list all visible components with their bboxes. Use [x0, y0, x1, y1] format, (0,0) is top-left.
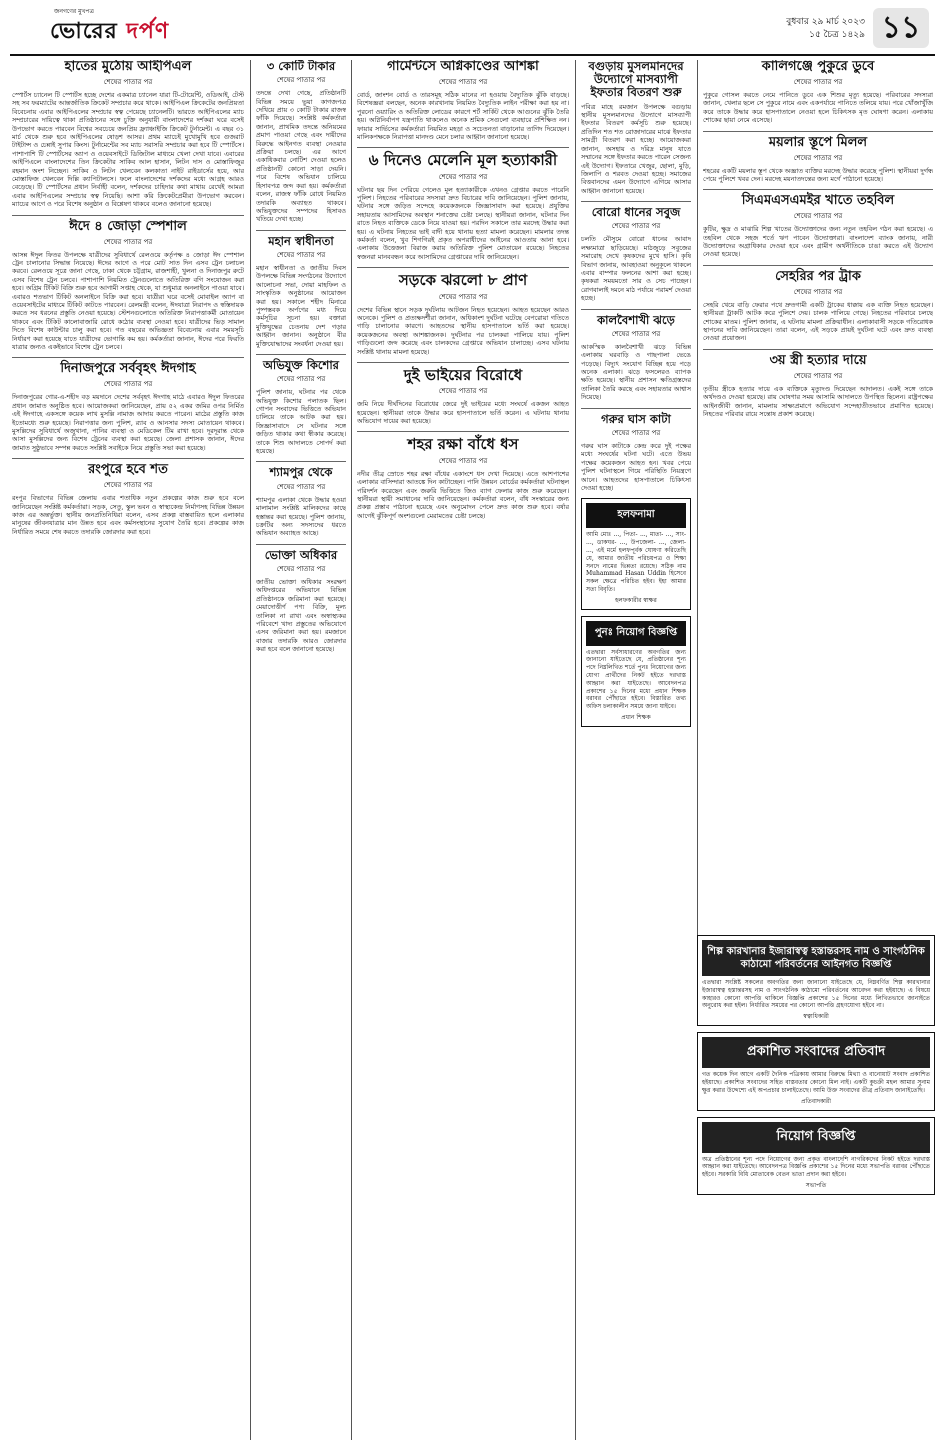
article-headline: কালবৈশাখী ঝড়ে [597, 312, 675, 327]
article-murder [357, 152, 569, 261]
notice-title: শিল্প কারখানার ইজারাস্বত্ব হস্তান্তরসহ নাম ও সাংগঠনিক কাঠামো পরিবর্তনের আইনগত বিজ্ঞপ্তি [702, 940, 930, 976]
article-ipl [12, 60, 244, 209]
notice-title: নিয়োগ বিজ্ঞপ্তি [702, 1122, 930, 1153]
article-independence [256, 235, 346, 348]
industrial-lease-notice [697, 935, 935, 1026]
article-pond-drowning [703, 60, 933, 125]
article-headline: কালিগঞ্জে পুকুরে ডুবে [761, 60, 875, 74]
article-headline: ভোক্তা অধিকার [264, 547, 338, 562]
column-2 [256, 60, 346, 1440]
notice-signature: স্বত্বাধিকারী [803, 1013, 829, 1021]
article-continued: শেষের পাতার পর [793, 287, 843, 296]
article-headline: গরুর ঘাস কাটা [601, 411, 671, 426]
article-headline: দিনাজপুরে সর্ববৃহৎ ঈদগাহ [60, 361, 196, 377]
article-grass [581, 413, 691, 493]
notice-body: অত্র প্রতিষ্ঠানের শূন্য পদে নিয়োগের জন্য প্রকৃত বাংলাদেশি নাগরিকদের নিকট হইতে দরখাস্ত আহ্বান করা যাইতেছে। আবেদনপত্র বিজ্ঞপ্তি প্রকাশের ১৫ দিনের মধ্যে সভাপতি বরাবর পৌঁছাতে হইবে। সরকারি বিধি মোতাবেক বেতন ভাতা প্রদান করা হইবে। [702, 1155, 930, 1179]
brand-tagline: জনগণের মুখপত্র [54, 8, 94, 15]
newspaper-logo [50, 14, 169, 51]
article-headline: ঈদে ৪ জোড়া স্পেশাল [69, 218, 187, 234]
article-headline: শ্যামপুর থেকে [269, 465, 333, 480]
article-body: পুকুরে গোসল করতে নেমে পানিতে ডুবে এক শিশুর মৃত্যু হয়েছে। পরিবারের সদস্যরা জানান, খেলার ছলে সে পুকুরে নামে এবং একপর্যায়ে পানিতে তলিয়ে যায়। পরে খোঁজাখুঁজি করে তাকে উদ্ধার করে হাসপাতালে নেওয়া হলে চিকিৎসক মৃত ঘোষণা করেন। এলাকায় শোকের ছায়া নেমে এসেছে। [703, 90, 933, 125]
notice-signature: হলফকারীর স্বাক্ষর [615, 596, 657, 604]
article-headline: গার্মেন্টসে অগ্নিকাণ্ডের আশঙ্কা [387, 60, 539, 74]
article-body: দেশের বিভিন্ন স্থানে সড়ক দুর্ঘটনায় আটজন নিহত হয়েছেন। আহত হয়েছেন আরও অনেকে। পুলিশ ও প্রত্যক্ষদর্শীরা জানান, অধিকাংশ দুর্ঘটনা ঘটেছে বেপরোয়া গতিতে গাড়ি চালানোর কারণে। আহতদের স্থানীয় হাসপাতালে ভর্তি করা হয়েছে। কয়েকজনের অবস্থা আশঙ্কাজনক। দুর্ঘটনার পর চালকরা পালিয়ে যায়। পুলিশ গাড়িগুলো জব্দ করেছে এবং চালকদের গ্রেপ্তারে অভিযান চালাচ্ছে। এসব ঘটনায় সংশ্লিষ্ট থানায় মামলা হয়েছে। [357, 305, 569, 356]
article-body: আকস্মিক কালবৈশাখী ঝড়ে বিভিন্ন এলাকায় ঘরবাড়ি ও গাছপালা ভেঙে পড়েছে। বিদ্যুৎ সংযোগ বিচ্ছিন্ন হয়ে পড়ে অনেক এলাকা। ঝড়ে ফসলেরও ব্যাপক ক্ষতি হয়েছে। স্থানীয় প্রশাসন ক্ষতিগ্রস্তদের তালিকা তৈরি করছে এবং সহায়তার আশ্বাস দিয়েছে। [581, 342, 691, 402]
article-separator [703, 131, 933, 132]
notice-body: এতদ্বারা সংশ্লিষ্ট সকলের অবগতির জন্য জানানো যাইতেছে যে, নিম্নবর্ণিত শিল্প কারখানার ইজারাস্বত্ব হস্তান্তরসহ নাম ও সাংগঠনিক কাঠামো পরিবর্তনের আবেদন করা হইয়াছে। এ বিষয়ে কাহারও কোনো আপত্তি থাকিলে বিজ্ঞপ্তি প্রকাশের ১৫ দিনের মধ্যে লিখিতভাবে জানাইতে অনুরোধ করা হইল। নির্ধারিত সময়ের পর কোনো আপত্তি গ্রহণযোগ্য হইবে না। [702, 979, 930, 1010]
article-continued: শেষের পাতার পর [793, 77, 843, 86]
article-body: গরুর ঘাস কাটাকে কেন্দ্র করে দুই পক্ষের মধ্যে সংঘর্ষের ঘটনা ঘটে। এতে উভয় পক্ষের কয়েকজন আহত হন। খবর পেয়ে পুলিশ ঘটনাস্থলে গিয়ে পরিস্থিতি নিয়ন্ত্রণে আনে। আহতদের হাসপাতালে চিকিৎসা দেওয়া হচ্ছে। [581, 441, 691, 492]
article-brothers-dispute [357, 367, 569, 425]
article-embankment [357, 436, 569, 520]
protest-notice [697, 1032, 935, 1110]
article-body: মহান স্বাধীনতা ও জাতীয় দিবস উপলক্ষে বিভিন্ন সংগঠনের উদ্যোগে আলোচনা সভা, দোয়া মাহফিল ও সাংস্কৃতিক অনুষ্ঠানের আয়োজন করা হয়। সকালে শহীদ মিনারে পুষ্পস্তবক অর্পণের মধ্য দিয়ে কর্মসূচির সূচনা হয়। বক্তারা মুক্তিযুদ্ধের চেতনায় দেশ গড়ার আহ্বান জানান। অনুষ্ঠানে বীর মুক্তিযোদ্ধাদের সংবর্ধনা দেওয়া হয়। [256, 263, 346, 348]
article-separator [12, 215, 244, 216]
article-separator [581, 201, 691, 202]
masthead-rule [10, 54, 935, 56]
article-body: জমি নিয়ে দীর্ঘদিনের বিরোধের জেরে দুই ভাইয়ের মধ্যে সংঘর্ষে একজন আহত হয়েছেন। স্থানীয়রা তাকে উদ্ধার করে হাসপাতালে ভর্তি করেন। এ ঘটনায় থানায় অভিযোগ দায়ের করা হয়েছে। [357, 400, 569, 426]
article-body: পবিত্র মাহে রমজান উপলক্ষে বগুড়ায় স্থানীয় মুসলমানদের উদ্যোগে মাসব্যাপী ইফতার বিতরণ কর্মসূচি শুরু হয়েছে। প্রতিদিন শত শত রোজাদারের মাঝে ইফতার সামগ্রী বিতরণ করা হচ্ছে। আয়োজকরা জানান, অসহায় ও দরিদ্র মানুষ যাতে সম্মানের সঙ্গে ইফতার করতে পারেন সেজন্য এই উদ্যোগ। ইফতারে খেজুর, ছোলা, মুড়ি, জিলাপি ও শরবত দেওয়া হচ্ছে। সমাজের বিত্তবানদের এমন উদ্যোগে এগিয়ে আসার আহ্বান জানানো হয়েছে। [581, 102, 691, 195]
article-accused-teen [256, 359, 346, 455]
date-gregorian: বুধবার ২৯ মার্চ ২০২৩ [786, 17, 865, 27]
article-headline: সিএমএসএমইর খাতে তহবিল [741, 193, 895, 209]
article-dinajpur-eidgah [12, 362, 244, 452]
article-continued: শেষের পাতার পর [276, 564, 326, 573]
column-divider [250, 60, 251, 1440]
article-garbage-body [703, 136, 933, 184]
notice-body: গত কয়েক দিন আগে একটি দৈনিক পত্রিকায় আমার বিরুদ্ধে মিথ্যা ও বানোয়াট সংবাদ প্রকাশিত হইয়াছে। প্রকাশিত সংবাদের সহিত বাস্তবতার কোনো মিল নাই। একটি কুচক্রী মহল আমার সুনাম ক্ষুণ্ণ করার উদ্দেশ্যে এই অপপ্রচার চালাইতেছে। আমি উক্ত সংবাদের তীব্র প্রতিবাদ জানাইতেছি। [702, 1071, 930, 1094]
article-headline: শহর রক্ষা বাঁধে ধস [407, 435, 519, 454]
article-body: শ্যামপুর এলাকা থেকে উদ্ধার হওয়া মালামাল সংশ্লিষ্ট মালিকদের কাছে হস্তান্তর করা হয়েছে। পুলিশ জানায়, চক্রটির অন্য সদস্যদের ধরতে অভিযান অব্যাহত আছে। [256, 495, 346, 538]
article-body: তদন্তে দেখা গেছে, প্রতিষ্ঠানটি বিভিন্ন সময়ে ভুয়া কাগজপত্র দেখিয়ে প্রায় ৩ কোটি টাকার রাজস্ব ফাঁকি দিয়েছে। সংশ্লিষ্ট কর্মকর্তারা জানান, প্রাথমিক তদন্তে অনিয়মের প্রমাণ পাওয়া গেছে এবং দায়ীদের বিরুদ্ধে আইনগত ব্যবস্থা নেওয়ার প্রক্রিয়া চলছে। এর আগে একাধিকবার নোটিশ দেওয়া হলেও প্রতিষ্ঠানটি কোনো সাড়া দেয়নি। পরে বিশেষ অভিযান চালিয়ে হিসাবপত্র জব্দ করা হয়। কর্মকর্তারা বলেন, রাজস্ব ফাঁকি রোধে নিয়মিত তদারকি অব্যাহত থাকবে। অভিযুক্তদের সম্পদের হিসাবও খতিয়ে দেখা হচ্ছে। [256, 89, 346, 224]
article-body: বোর্ড, জাংশন বোর্ড ও তারসমূহ সঠিক মানের না হওয়ায় বৈদ্যুতিক ঝুঁকি বাড়ছে। বিশেষজ্ঞরা বলছেন, অনেক কারখানায় নিয়মিত বৈদ্যুতিক লাইন পরীক্ষা করা হয় না। পুরনো ওয়্যারিং ও অতিরিক্ত লোডের কারণে শর্ট সার্কিট থেকে আগুনের ঝুঁকি তৈরি হয়। অগ্নিনির্বাপণ যন্ত্রপাতি থাকলেও অনেক শ্রমিক সেগুলো ব্যবহারে প্রশিক্ষিত নন। ফায়ার সার্ভিসের কর্মকর্তারা নিয়মিত মহড়া ও সচেতনতা বাড়ানোর তাগিদ দিয়েছেন। মালিকপক্ষকে নিরাপত্তা মানদণ্ড মেনে চলার আহ্বান জানানো হয়েছে। [357, 90, 569, 141]
article-continued: শেষের পাতার পর [438, 77, 488, 86]
article-body: আসন্ন ঈদুল ফিতর উপলক্ষে যাত্রীদের সুবিধার্থে রেলওয়ে কর্তৃপক্ষ ৪ জোড়া ঈদ স্পেশাল ট্রেন চালানোর সিদ্ধান্ত নিয়েছে। ঈদের আগে ও পরে মোট সাত দিন এসব ট্রেন চলাচল করবে। রেলওয়ে সূত্রে জানা গেছে, ঢাকা থেকে চট্টগ্রাম, রাজশাহী, খুলনা ও দিনাজপুর রুটে এসব বিশেষ ট্রেন চলবে। পাশাপাশি নিয়মিত ট্রেনগুলোতে অতিরিক্ত বগি সংযোজন করা হবে। অগ্রিম টিকিট বিক্রি শুরু হবে আগামী সপ্তাহ থেকে, যা শুধুমাত্র অনলাইনে পাওয়া যাবে। এবারও শতভাগ টিকিট অনলাইনে বিক্রি করা হবে। যাত্রীরা ঘরে বসেই মোবাইল অ্যাপ বা ওয়েবসাইটের মাধ্যমে টিকিট কাটতে পারবেন। রেলমন্ত্রী বলেন, ঈদযাত্রা নিরাপদ ও স্বস্তিদায়ক করতে সব ধরনের প্রস্তুতি নেওয়া হয়েছে। স্টেশনগুলোতে অতিরিক্ত নিরাপত্তাকর্মী মোতায়েন থাকবে এবং টিকিট কালোবাজারি রোধে কঠোর ব্যবস্থা নেওয়া হবে। যাত্রীদের ভিড় সামাল দিতে বিশেষ কাউন্টার চালু করা হবে। গত বছরের অভিজ্ঞতা বিবেচনায় এবার সময়সূচি নির্ধারণ করা হয়েছে যাতে যাত্রীদের ভোগান্তি কম হয়। কর্মকর্তারা জানান, ঈদের পরে ফিরতি যাত্রার জন্যও একইভাবে বিশেষ ট্রেন চলবে। [12, 250, 244, 352]
article-continued: শেষের পাতার পর [611, 329, 661, 338]
article-garments-fire [357, 60, 569, 141]
article-body: ঘটনার ছয় দিন পেরিয়ে গেলেও মূল হত্যাকারীকে এখনও গ্রেপ্তার করতে পারেনি পুলিশ। নিহতের পরিবারের সদস্যরা দ্রুত বিচারের দাবি জানিয়েছেন। পুলিশ জানায়, ঘটনার সঙ্গে জড়িত সন্দেহে কয়েকজনকে জিজ্ঞাসাবাদ করা হয়েছে। প্রযুক্তির সহায়তায় আসামিদের অবস্থান শনাক্তের চেষ্টা চলছে। স্থানীয়রা জানান, ঘটনার দিন রাতে নিহত ব্যক্তিকে ডেকে নিয়ে যাওয়া হয়। পরদিন সকালে তার মরদেহ উদ্ধার করা হয়। এ ঘটনায় নিহতের ভাই বাদী হয়ে থানায় হত্যা মামলা করেছেন। মামলার তদন্ত কর্মকর্তা বলেন, খুব শিগগিরই প্রকৃত অপরাধীদের আইনের আওতায় আনা হবে। এলাকায় উত্তেজনা বিরাজ করায় অতিরিক্ত পুলিশ মোতায়েন রয়েছে। নিহতের স্বজনরা মানববন্ধন করে আসামিদের গ্রেপ্তারের দাবি জানিয়েছেন। [357, 185, 569, 261]
page-number: ১১ [873, 8, 929, 48]
article-continued: শেষের পাতার পর [438, 387, 488, 396]
article-headline: ৩ কোটি টাকার [266, 60, 336, 73]
article-separator [256, 230, 346, 231]
article-continued: শেষের পাতার পর [793, 212, 843, 221]
article-boro-paddy [581, 206, 691, 302]
article-separator [357, 147, 569, 148]
article-wife-murder [703, 354, 933, 419]
notice-signature: সভাপতি [805, 1181, 827, 1189]
article-separator [357, 267, 569, 268]
article-headline: অভিযুক্ত কিশোর [262, 358, 340, 372]
brand-part2: দর্পণ [117, 19, 170, 44]
article-separator [357, 431, 569, 432]
article-headline: ময়লার স্তূপে মিলল [768, 134, 868, 150]
article-headline: সড়কে ঝরলো ৮ প্রাণ [398, 271, 528, 290]
column-divider [697, 60, 698, 940]
notice-signature: প্রতিবাদকারী [801, 1097, 831, 1105]
article-headline: ৬ দিনেও মেলেনি মূল হত্যাকারী [368, 151, 558, 170]
affidavit-notice [581, 498, 691, 609]
notice-title: হলফনামা [586, 503, 686, 528]
article-continued: শেষের পাতার পর [276, 482, 326, 491]
notice-body: আমি মোঃ ..., পিতা- ..., মাতা- ..., সাং- ..., ডাকঘর- ..., উপজেলা- ..., জেলা- ..., এই মর্মে হলফপূর্বক ঘোষণা করিতেছি যে, আমার জাতীয় পরিচয়পত্র ও শিক্ষা সনদে নামের ভিন্নতা রয়েছে। সঠিক নাম Muhammad Hasan Uddin হিসেবে সকল ক্ষেত্রে পরিচিত হইব। ইহা আমার সত্য বিবৃতি। [586, 531, 686, 593]
article-headline: রংপুরে হবে শত [88, 462, 168, 478]
article-3-crore [256, 60, 346, 224]
article-body: চলতি মৌসুমে বোরো ধানের আবাদ লক্ষ্যমাত্রা ছাড়িয়েছে। মাঠজুড়ে সবুজের সমারোহ দেখে কৃষকদের মুখে হাসি। কৃষি বিভাগ জানায়, আবহাওয়া অনুকূলে থাকলে এবার বাম্পার ফলনের আশা করা হচ্ছে। কৃষকরা সময়মতো সার ও সেচ পাচ্ছেন। রোগবালাই দমনে মাঠ পর্যায়ে পরামর্শ দেওয়া হচ্ছে। [581, 235, 691, 303]
article-headline: হাতের মুঠোয় আইপিএল [64, 60, 192, 74]
article-continued: শেষের পাতার পর [793, 153, 843, 162]
notice-body: এতদ্বারা সর্বসাধারণের অবগতির জন্য জানানো যাইতেছে যে, প্রতিষ্ঠানের শূন্য পদে নিম্নলিখিত শর্তে পুনঃ নিয়োগের জন্য যোগ্য প্রার্থীদের নিকট হইতে দরখাস্ত আহ্বান করা যাইতেছে। আবেদনপত্র প্রকাশের ১৫ দিনের মধ্যে প্রধান শিক্ষক বরাবর পৌঁছাতে হইবে। বিস্তারিত তথ্য অফিস চলাকালীন সময়ে জানা যাইবে। [586, 648, 686, 711]
article-body: রংপুর বিভাগের বিভিন্ন জেলায় এবার শতাধিক নতুন প্রকল্পের কাজ শুরু হবে বলে জানিয়েছেন সংশ্লিষ্ট কর্মকর্তারা। সড়ক, সেতু, স্কুল ভবন ও স্বাস্থ্যকেন্দ্র নির্মাণসহ বিভিন্ন উন্নয়ন কাজ এর অন্তর্ভুক্ত। স্থানীয় জনপ্রতিনিধিরা বলেন, এসব প্রকল্প বাস্তবায়িত হলে এলাকার মানুষের জীবনযাত্রার মান উন্নত হবে এবং কর্মসংস্থানের সুযোগ তৈরি হবে। প্রকল্পের কাজ নির্ধারিত সময়ে শেষ করতে তদারকি জোরদার করা হবে। [12, 494, 244, 536]
article-eid-special [12, 220, 244, 352]
article-separator [581, 408, 691, 409]
article-headline: দুই ভাইয়ের বিরোধে [403, 365, 523, 384]
article-separator [256, 354, 346, 355]
article-separator [12, 357, 244, 358]
article-body: স্পোর্টস চ্যানেল টি স্পোর্টস হচ্ছে দেশের একমাত্র চ্যানেল যারা টি-টোয়েন্টি, ওডিআই, টেস্ট সহ সব ফরম্যাটের আন্তর্জাতিক ক্রিকেট সম্প্রচার করে থাকে। আইপিএল ক্রিকেটের জনপ্রিয়তা বিবেচনায় এবার আইপিএলের সম্প্রচার স্বত্ব পেয়েছে চ্যানেলটি। ভারতে আইপিএলের ম্যাচ সম্প্রচারের দায়িত্বে থাকা প্রতিষ্ঠানের সঙ্গে চুক্তি অনুযায়ী বাংলাদেশের দর্শকরা ঘরে বসেই উপভোগ করতে পারবেন বিশ্বের সবচেয়ে জনপ্রিয় ফ্র্যাঞ্চাইজি ক্রিকেট টুর্নামেন্ট। এ বছর ৩১ মার্চ থেকে শুরু হবে আইপিএলের ষোড়শ আসর। প্রথম ম্যাচেই মুখোমুখি হবে গুজরাট টাইটান্স ও চেন্নাই সুপার কিংস। টুর্নামেন্টের সব ম্যাচ সরাসরি সম্প্রচার করা হবে টি স্পোর্টসে। পাশাপাশি টি স্পোর্টসের অ্যাপ ও ওয়েবসাইটে ডিজিটাল মাধ্যমে খেলা দেখা যাবে। এবারের আইপিএলে বাংলাদেশের তিন ক্রিকেটার সাকিব আল হাসান, লিটন দাস ও মোস্তাফিজুর রহমান অংশ নিচ্ছেন। সাকিব ও লিটন খেলবেন কলকাতা নাইট রাইডার্সের হয়ে, আর মোস্তাফিজ খেলবেন দিল্লি ক্যাপিটালসে। ফলে বাংলাদেশের দর্শকদের মধ্যে আগ্রহ আরও বেড়েছে। টি স্পোর্টসের প্রধান নির্বাহী বলেন, দর্শকদের চাহিদার কথা মাথায় রেখেই আমরা এবার আইপিএলের সম্প্রচার স্বত্ব নিয়েছি। আশা করি ক্রিকেটপ্রেমীরা উপভোগ করবেন। ম্যাচের আগে ও পরে বিশেষ অনুষ্ঠান ও বিশ্লেষণ থাকবে বলেও জানানো হয়েছে। [12, 90, 244, 209]
reappointment-notice [581, 616, 691, 727]
article-separator [703, 349, 933, 350]
article-separator [256, 461, 346, 462]
article-sehri-truck [703, 270, 933, 343]
column-1 [12, 60, 244, 1440]
article-headline: মহান স্বাধীনতা [268, 233, 334, 248]
article-continued: শেষের পাতার পর [276, 76, 326, 85]
article-cmsme-fund [703, 194, 933, 259]
article-rangpur [12, 463, 244, 536]
article-continued: শেষের পাতার পর [438, 172, 488, 181]
article-continued: শেষের পাতার পর [611, 428, 661, 437]
article-body: পুলিশ জানায়, ঘটনার পর থেকে অভিযুক্ত কিশোর পলাতক ছিল। গোপন সংবাদের ভিত্তিতে অভিযান চালিয়ে তাকে আটক করা হয়। জিজ্ঞাসাবাদে সে ঘটনার সঙ্গে জড়িত থাকার কথা স্বীকার করেছে। তাকে শিশু আদালতে সোপর্দ করা হয়েছে। [256, 388, 346, 456]
article-separator [357, 362, 569, 363]
dateline [786, 16, 865, 42]
column-5 [703, 60, 933, 930]
article-storm [581, 314, 691, 402]
article-continued: শেষের পাতার পর [438, 292, 488, 301]
masthead [10, 6, 935, 52]
recruitment-notice [697, 1117, 935, 1195]
article-road-accident [357, 272, 569, 356]
brand-part1: ভোরের [50, 19, 118, 44]
article-continued: শেষের পাতার পর [276, 375, 326, 384]
article-body: নদীর তীব্র স্রোতে শহর রক্ষা বাঁধের একাংশে ধস দেখা দিয়েছে। এতে আশপাশের এলাকার বাসিন্দারা আতঙ্কে দিন কাটাচ্ছেন। পানি উন্নয়ন বোর্ডের কর্মকর্তারা ঘটনাস্থল পরিদর্শন করেছেন এবং জরুরি ভিত্তিতে জিও ব্যাগ ফেলার কাজ শুরু করেছেন। স্থানীয়রা স্থায়ী সমাধানের দাবি জানিয়েছেন। কর্মকর্তারা বলেন, বাঁধ সংস্কারের জন্য প্রকল্প প্রস্তাব পাঠানো হয়েছে এবং অনুমোদন পেলে দ্রুত কাজ শুরু হবে। বর্ষার আগেই ঝুঁকিপূর্ণ অংশগুলো মেরামতের চেষ্টা চলছে। [357, 469, 569, 520]
article-body: তৃতীয় স্ত্রীকে হত্যার দায়ে এক ব্যক্তিকে মৃত্যুদণ্ড দিয়েছেন আদালত। একই সঙ্গে তাকে অর্থদণ্ডও দেওয়া হয়েছে। রায় ঘোষণার সময় আসামি আদালতে উপস্থিত ছিলেন। রাষ্ট্রপক্ষের আইনজীবী জানান, মামলায় সাক্ষ্যপ্রমাণে অভিযোগ সন্দেহাতীতভাবে প্রমাণিত হয়েছে। নিহতের পরিবার রায়ে সন্তোষ প্রকাশ করেছে। [703, 384, 933, 418]
article-continued: শেষের পাতার পর [103, 380, 153, 389]
article-continued: শেষের পাতার পর [611, 222, 661, 231]
article-iftar [581, 60, 691, 195]
article-body: দিনাজপুরের গোর-এ-শহীদ বড় ময়দানে দেশের সর্ববৃহৎ ঈদগাহ মাঠে এবারও ঈদুল ফিতরের প্রধান জামাত অনুষ্ঠিত হবে। আয়োজকরা জানিয়েছেন, প্রায় ৫২ একর জমির ওপর নির্মিত এই ঈদগাহে একসঙ্গে কয়েক লাখ মুসল্লি নামাজ আদায় করতে পারেন। মাঠের প্রস্তুতি কাজ ইতোমধ্যে শুরু হয়েছে। নিরাপত্তার জন্য পুলিশ, র‌্যাব ও আনসার সদস্য মোতায়েন থাকবে। মুসল্লিদের সুবিধার্থে অজুখানা, পানির ব্যবস্থা ও মেডিকেল টিম রাখা হবে। দূরদূরান্ত থেকে আসা মুসল্লিদের জন্য বিশেষ ট্রেনের ব্যবস্থা করা হয়েছে। জেলা প্রশাসক জানান, ঈদের জামাত সুষ্ঠুভাবে সম্পন্ন করতে সংশ্লিষ্ট সবাইকে নিয়ে প্রস্তুতি সভা করা হয়েছে। [12, 393, 244, 452]
article-body: সেহরি খেয়ে বাড়ি ফেরার পথে দ্রুতগামী একটি ট্রাকের ধাক্কায় এক ব্যক্তি নিহত হয়েছেন। স্থানীয়রা ট্রাকটি আটক করে পুলিশে দেয়। চালক পালিয়ে গেছে। নিহতের পরিবারে চলছে শোকের মাতম। পুলিশ জানায়, এ ঘটনায় মামলা প্রক্রিয়াধীন। এলাকাবাসী সড়কে গতিরোধক স্থাপনের দাবি জানিয়েছেন। তারা বলেন, এই সড়কে প্রায়ই দুর্ঘটনা ঘটে এবং দ্রুত ব্যবস্থা নেওয়া প্রয়োজন। [703, 300, 933, 343]
article-continued: শেষের পাতার পর [103, 77, 153, 86]
article-headline: বগুড়ায় মুসলমানদের উদ্যোগে মাসব্যাপী ইফতার বিতরণ শুরু [588, 60, 684, 100]
notices-area [697, 935, 935, 1430]
article-body: কুটির, ক্ষুদ্র ও মাঝারি শিল্প খাতের উদ্যোক্তাদের জন্য নতুন তহবিল গঠন করা হয়েছে। এ তহবিল থেকে সহজ শর্তে ঋণ পাবেন উদ্যোক্তারা। বাংলাদেশ ব্যাংক জানায়, নারী উদ্যোক্তাদের অগ্রাধিকার দেওয়া হবে এবং গ্রামীণ অর্থনীতিকে চাঙা করতে এই উদ্যোগ নেওয়া হয়েছে। [703, 225, 933, 259]
notice-signature: প্রধান শিক্ষক [621, 714, 651, 722]
article-headline: বোরো ধানের সবুজ [591, 205, 681, 220]
article-separator [703, 189, 933, 190]
article-shyampur [256, 466, 346, 537]
article-separator [703, 265, 933, 266]
article-body: শহরের একটি ময়লার স্তূপ থেকে অজ্ঞাত ব্যক্তির মরদেহ উদ্ধার করেছে পুলিশ। স্থানীয়রা দুর্গন্ধ পেয়ে পুলিশে খবর দেন। মরদেহ ময়নাতদন্তের জন্য মর্গে পাঠানো হয়েছে। [703, 166, 933, 183]
article-separator [12, 458, 244, 459]
article-continued: শেষের পাতার পর [793, 371, 843, 380]
article-continued: শেষের পাতার পর [103, 481, 153, 490]
article-continued: শেষের পাতার পর [276, 250, 326, 259]
article-body: জাতীয় ভোক্তা অধিকার সংরক্ষণ অধিদপ্তরের অভিযানে বিভিন্ন প্রতিষ্ঠানকে জরিমানা করা হয়েছে। মেয়াদোত্তীর্ণ পণ্য বিক্রি, মূল্য তালিকা না রাখা এবং অস্বাস্থ্যকর পরিবেশে খাদ্য প্রস্তুতের অভিযোগে এসব জরিমানা করা হয়। রমজানে বাজার তদারকি আরও জোরদার করা হবে বলে জানানো হয়েছে। [256, 577, 346, 654]
column-divider [351, 60, 352, 1440]
article-headline: সেহরির পর ট্রাক [775, 268, 861, 284]
date-bengali: ১৫ চৈত্র ১৪২৯ [809, 30, 865, 40]
article-continued: শেষের পাতার পর [103, 237, 153, 246]
article-consumer-rights [256, 549, 346, 654]
column-divider [575, 60, 576, 1440]
notice-title: প্রকাশিত সংবাদের প্রতিবাদ [702, 1037, 930, 1068]
article-separator [581, 309, 691, 310]
notice-title: পুনঃ নিয়োগ বিজ্ঞপ্তি [586, 621, 686, 646]
column-4 [581, 60, 691, 1440]
article-separator [256, 544, 346, 545]
column-3 [357, 60, 569, 1440]
article-continued: শেষের পাতার পর [438, 456, 488, 465]
article-headline: ৩য় স্ত্রী হত্যার দায়ে [769, 352, 867, 368]
